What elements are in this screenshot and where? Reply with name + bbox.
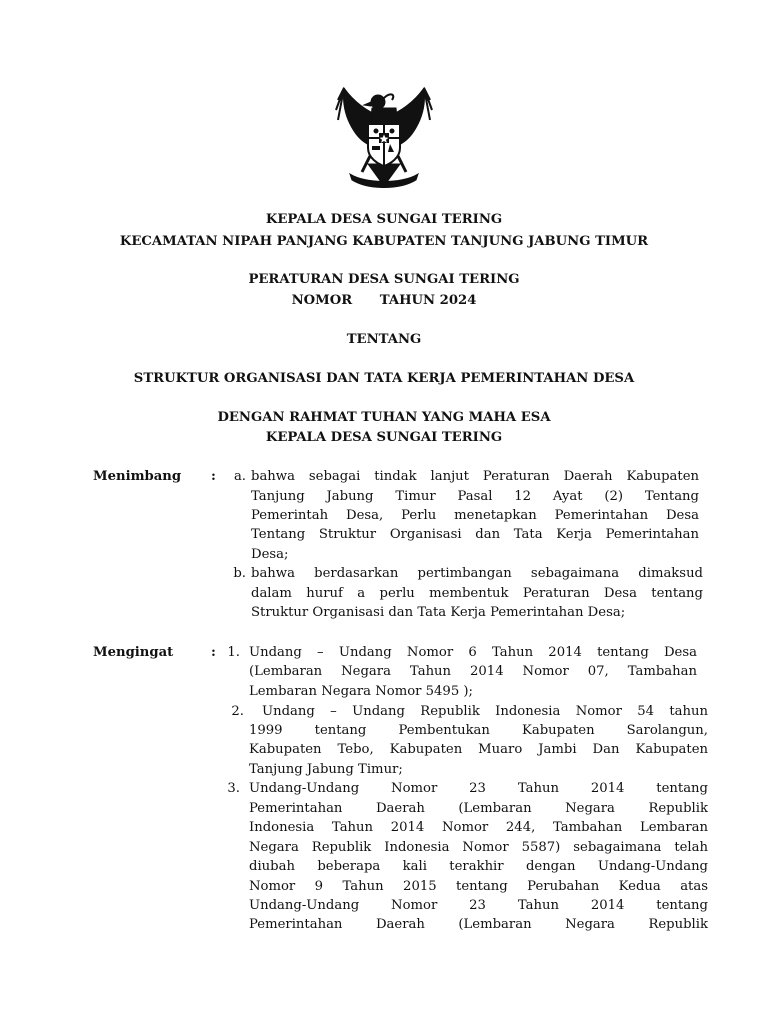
- menimbang-b-line: bahwa berdasarkan pertimbangan sebagaimana dimaksud: [251, 566, 703, 581]
- garuda-emblem: [332, 86, 436, 192]
- mengingat-2-line: Tanjung Jabung Timur;: [249, 762, 403, 777]
- menimbang-a-line: Desa;: [251, 547, 289, 562]
- mengingat-1-line: Undang – Undang Nomor 6 Tahun 2014 tentang Desa: [249, 645, 697, 660]
- issuer-title: KEPALA DESA SUNGAI TERING: [265, 212, 503, 227]
- menimbang-a-marker: a.: [233, 469, 246, 484]
- menimbang-b-marker: b.: [233, 566, 246, 581]
- mengingat-2-line: 1999 tentang Pembentukan Kabupaten Sarolangun,: [249, 723, 708, 738]
- mengingat-2-marker: 2.: [231, 704, 244, 719]
- regulation-number: NOMOR TAHUN 2024: [291, 293, 477, 308]
- mengingat-3-line: Undang-Undang Nomor 23 Tahun 2014 tentang: [249, 898, 708, 913]
- menimbang-a-line: Pemerintah Desa, Perlu menetapkan Pemerintahan Desa: [251, 508, 699, 523]
- menimbang-b-line: dalam huruf a perlu membentuk Peraturan Desa tentang: [251, 586, 703, 601]
- mengingat-2-line: Undang – Undang Republik Indonesia Nomor 54 tahun: [262, 704, 708, 719]
- mengingat-3-marker: 3.: [227, 781, 240, 796]
- mengingat-3-line: Pemerintahan Daerah (Lembaran Negara Republik: [249, 917, 708, 932]
- mengingat-label: Mengingat: [93, 645, 174, 660]
- mengingat-1-line: (Lembaran Negara Tahun 2014 Nomor 07, Tambahan: [249, 664, 697, 679]
- mengingat-3-line: Indonesia Tahun 2014 Nomor 244, Tambahan Lembaran: [249, 820, 708, 835]
- menimbang-a-line: Tanjung Jabung Timur Pasal 12 Ayat (2) Tentang: [251, 489, 699, 504]
- mengingat-2-line: Kabupaten Tebo, Kabupaten Muaro Jambi Dan Kabupaten: [249, 742, 708, 757]
- mengingat-3-line: Undang-Undang Nomor 23 Tahun 2014 tentang: [249, 781, 708, 796]
- mengingat-3-line: Negara Republik Indonesia Nomor 5587) sebagaimana telah: [249, 840, 708, 855]
- tentang-heading: TENTANG: [346, 332, 422, 347]
- regulation-title: PERATURAN DESA SUNGAI TERING: [248, 272, 520, 287]
- menimbang-colon: :: [211, 469, 216, 484]
- mengingat-1-marker: 1.: [227, 645, 240, 660]
- mengingat-3-line: Nomor 9 Tahun 2015 tentang Perubahan Kedua atas: [249, 879, 708, 894]
- issuer-subtitle: KECAMATAN NIPAH PANJANG KABUPATEN TANJUNG JABUNG TIMUR: [119, 234, 649, 249]
- mengingat-colon: :: [211, 645, 216, 660]
- menimbang-a-line: bahwa sebagai tindak lanjut Peraturan Daerah Kabupaten: [251, 469, 699, 484]
- blessing-line-2: KEPALA DESA SUNGAI TERING: [265, 430, 503, 445]
- mengingat-3-line: Pemerintahan Daerah (Lembaran Negara Republik: [249, 801, 708, 816]
- blessing-line-1: DENGAN RAHMAT TUHAN YANG MAHA ESA: [217, 410, 551, 425]
- regulation-subject: STRUKTUR ORGANISASI DAN TATA KERJA PEMERINTAHAN DESA: [133, 371, 635, 386]
- menimbang-label: Menimbang: [93, 469, 182, 484]
- mengingat-3-line: diubah beberapa kali terakhir dengan Undang-Undang: [249, 859, 708, 874]
- menimbang-a-line: Tentang Struktur Organisasi dan Tata Kerja Pemerintahan: [251, 527, 699, 542]
- mengingat-1-line: Lembaran Negara Nomor 5495 );: [249, 684, 473, 699]
- menimbang-b-line: Struktur Organisasi dan Tata Kerja Pemerintahan Desa;: [251, 605, 626, 620]
